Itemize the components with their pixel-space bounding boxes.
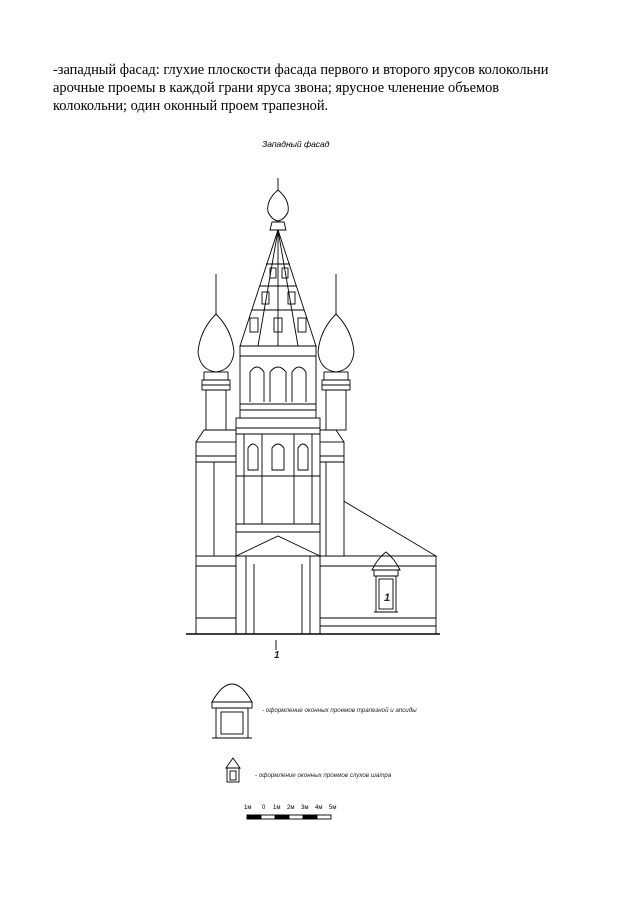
scale-label: 2м bbox=[287, 805, 295, 811]
legend-window-icon-2 bbox=[226, 758, 240, 782]
scale-label: 4м bbox=[315, 805, 323, 811]
refectory-wall bbox=[320, 556, 436, 634]
left-dome bbox=[198, 274, 234, 430]
legend-text-2: - оформление оконных проемов слухов шатра bbox=[255, 772, 392, 779]
bell-tower bbox=[236, 346, 320, 634]
tent-roof bbox=[240, 222, 316, 346]
scale-label: 1м bbox=[244, 805, 252, 811]
scale-label: 5м bbox=[329, 805, 337, 811]
scale-label: 3м bbox=[301, 805, 309, 811]
scale-bar bbox=[247, 815, 331, 819]
legend-window-icon-1 bbox=[212, 684, 252, 738]
right-dome bbox=[318, 274, 354, 430]
window-marker: 1 bbox=[384, 592, 391, 604]
paragraph-line-1: -западный фасад: глухие плоскости фасада первого и второго ярусов колокольни bbox=[53, 62, 549, 78]
figure-title: Западный фасад bbox=[262, 139, 330, 149]
scale-label: 0 bbox=[262, 805, 266, 811]
top-dome bbox=[268, 178, 289, 221]
scale-label: 1м bbox=[273, 805, 281, 811]
legend-text-1: - оформление оконных проемов трапезной и апсиды bbox=[262, 707, 417, 714]
section-marker: 1 bbox=[274, 650, 280, 661]
paragraph-line-3: колокольни; один оконный проем трапезной. bbox=[53, 98, 329, 114]
paragraph-line-2: арочные проемы в каждой грани яруса звона; ярусное членение объемов bbox=[53, 80, 500, 96]
